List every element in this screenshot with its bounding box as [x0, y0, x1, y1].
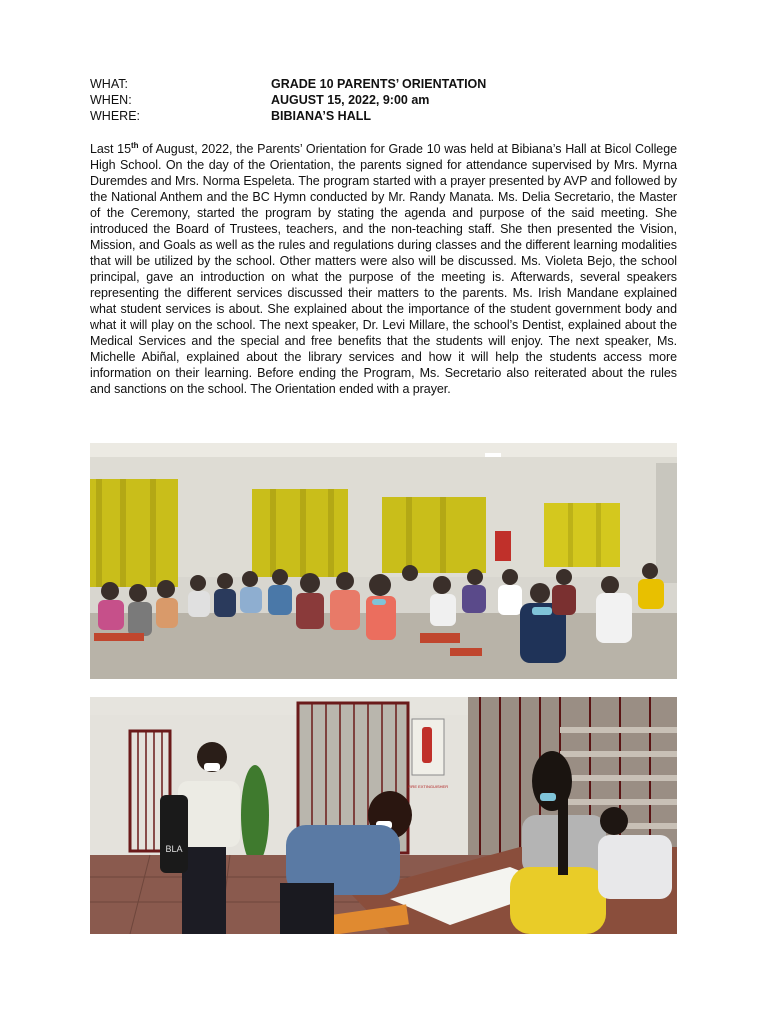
where-label: WHERE: [90, 109, 140, 123]
shirt-lettering: BLA [165, 844, 183, 854]
paragraph-text: of August, 2022, the Parents’ Orientation for Grade 10 was held at Bibiana’s Hall at Bicol College High School. On the day of the Orientation, the parents signed for attendance supervised by Mrs. Myrna Duremdes and Mrs. Norma Espeleta. The program started with a prayer presented by AVP and followed by the National Anthem and the BC Hymn conducted by Mr. Randy Manata. Ms. Delia Secretario, the Master of the Ceremony, started the program by stating the agenda and purpose of the said meeting. She introduced the Board of Trustees, teachers, and the non-teaching staff. She then presented the Vision, Mission, and Goals as well as the rules and regulations during classes and the different learning modalities that will be utilized by the school. Other matters were also will be discussed. Ms. Violeta Bejo, the school principal, gave an introduction on what the purpose of the meeting is. Afterwards, several speakers representing the different services discussed their matters to the parents. Ms. Irish Mandane explained what student services is about. She explained about the importance of the student government body and what it will play on the school. The next speaker, Dr. Levi Millare, the school’s Dentist, explained about the Medical Services and the special and free benefits that the students will enjoy. The next speaker, Ms. Michelle Abiñal, explained about the library services and how it will help the students access more information on their learning. Before ending the Program, Ms. Secretario also reiterated about the rules and sanctions on the school. The Orientation ended with a prayer. [90, 142, 678, 396]
registration-photo-graphic [90, 697, 677, 934]
audience-photo-graphic [90, 443, 677, 679]
when-row [90, 92, 690, 108]
registration-photo [90, 697, 677, 934]
what-value: GRADE 10 PARENTS’ ORIENTATION [271, 77, 487, 91]
fire-extinguisher-sign: FIRE EXTINGUISHER [407, 784, 449, 789]
ordinal-suffix: th [131, 140, 139, 150]
paragraph-lead: Last 15 [90, 142, 131, 156]
what-row [90, 76, 690, 92]
where-value: BIBIANA’S HALL [271, 109, 371, 123]
where-row [90, 108, 690, 124]
event-details [90, 76, 690, 124]
what-label: WHAT: [90, 77, 128, 91]
report-paragraph [90, 141, 677, 397]
when-label: WHEN: [90, 93, 132, 107]
audience-photo [90, 443, 677, 679]
when-value: AUGUST 15, 2022, 9:00 am [271, 93, 430, 107]
